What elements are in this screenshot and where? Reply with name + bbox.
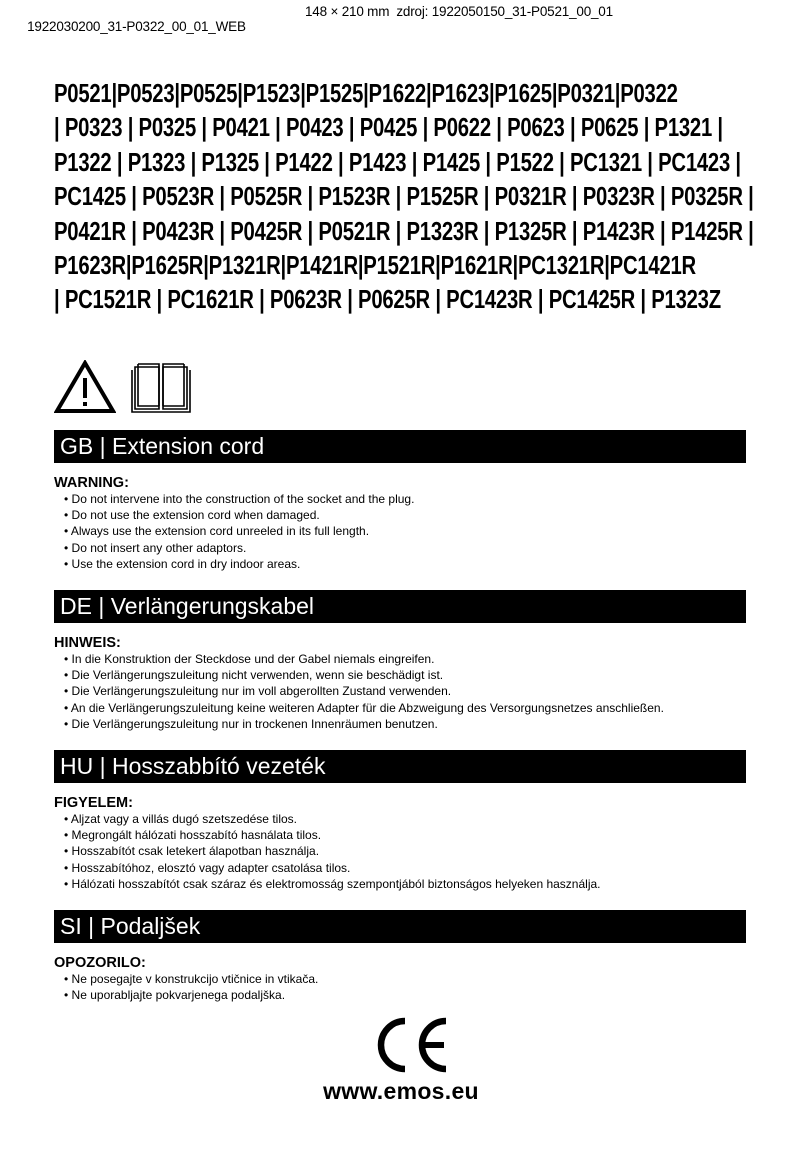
list-item: • Aljzat vagy a villás dugó szetszedése tilos. [64, 811, 754, 827]
list-item: • Die Verlängerungszuleitung nur im voll abgerollten Zustand verwenden. [64, 683, 754, 699]
section-body-de [54, 635, 754, 732]
model-row: | P0323 | P0325 | P0421 | P0423 | P0425 | P0622 | P0623 | P0625 | P1321 | [54, 112, 723, 143]
list-item: • Do not use the extension cord when damaged. [64, 507, 754, 523]
warning-label: OPOZORILO: [54, 955, 146, 971]
model-row: P0521|P0523|P0525|P1523|P1525|P1622|P1623|P1625|P0321|P0322 [54, 78, 678, 108]
model-row: P0421R | P0423R | P0425R | P0521R | P1323R | P1325R | P1423R | P1425R | [54, 215, 754, 246]
list-item: • Ne posegajte v konstrukcijo vtičnice in vtikača. [64, 971, 754, 987]
warning-list [54, 811, 754, 892]
warning-label: FIGYELEM: [54, 795, 133, 811]
format-source: 148 × 210 mm zdroj: 1922050150_31-P0521_00_01 [305, 4, 613, 19]
list-item: • Use the extension cord in dry indoor areas. [64, 556, 754, 572]
list-item: • Do not intervene into the construction of the socket and the plug. [64, 491, 754, 507]
list-item: • An die Verlängerungszuleitung keine weiteren Adapter für die Abzweigung des Versorgungsnetzes anschließen. [64, 700, 754, 716]
ce-mark-icon [372, 1017, 452, 1073]
list-item: • Do not insert any other adaptors. [64, 540, 754, 556]
file-code: 1922030200_31-P0322_00_01_WEB [27, 19, 246, 34]
warning-label: HINWEIS: [54, 635, 121, 651]
model-row: P1322 | P1323 | P1325 | P1422 | P1423 | P1425 | P1522 | PC1321 | PC1423 | [54, 146, 741, 177]
section-header-gb: GB | Extension cord [54, 430, 746, 463]
section-body-si [54, 955, 754, 1003]
open-book-icon [128, 360, 194, 414]
print-meta [20, 4, 613, 49]
list-item: • Always use the extension cord unreeled in its full length. [64, 523, 754, 539]
section-header-si: SI | Podaljšek [54, 910, 746, 943]
list-item: • Hosszabítóhoz, elosztó vagy adapter csatolása tilos. [64, 860, 754, 876]
section-header-de: DE | Verlängerungskabel [54, 590, 746, 623]
model-list [54, 76, 754, 317]
section-header-hu: HU | Hosszabbító vezeték [54, 750, 746, 783]
warning-label: WARNING: [54, 475, 129, 491]
list-item: • In die Konstruktion der Steckdose und der Gabel niemals eingreifen. [64, 651, 754, 667]
model-row: PC1425 | P0523R | P0525R | P1523R | P1525R | P0321R | P0323R | P0325R | [54, 181, 754, 212]
section-body-hu [54, 795, 754, 892]
warning-list [54, 491, 754, 572]
list-item: • Die Verlängerungszuleitung nicht verwenden, wenn sie beschädigt ist. [64, 667, 754, 683]
section-body-gb [54, 475, 754, 572]
model-row: P1623R|P1625R|P1321R|P1421R|P1521R|P1621R|PC1321R|PC1421R [54, 250, 696, 281]
website-url: www.emos.eu [323, 1078, 479, 1104]
warning-triangle-icon [54, 360, 116, 414]
warning-list [54, 651, 754, 732]
list-item: • Hosszabítót csak letekert álapotban használja. [64, 843, 754, 859]
warning-list [54, 971, 754, 1003]
list-item: • Hálózati hosszabítót csak száraz és elektromosság szempontjából biztonságos helyeken használja. [64, 876, 754, 892]
list-item: • Megrongált hálózati hosszabító hasnálata tilos. [64, 827, 754, 843]
safety-icons [54, 360, 194, 414]
model-row: | PC1521R | PC1621R | P0623R | P0625R | PC1423R | PC1425R | P1323Z [54, 284, 721, 315]
list-item: • Die Verlängerungszuleitung nur in trockenen Innenräumen benutzen. [64, 716, 754, 732]
list-item: • Ne uporabljajte pokvarjenega podaljška. [64, 987, 754, 1003]
